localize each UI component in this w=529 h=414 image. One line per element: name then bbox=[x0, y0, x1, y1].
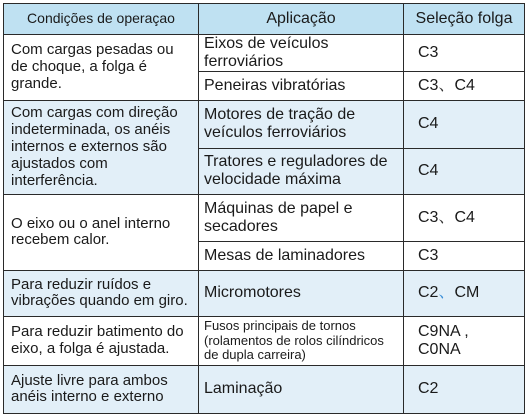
clearance-value: C4 bbox=[454, 76, 475, 94]
table-row bbox=[4, 270, 525, 316]
application-cell: Tratores e reguladores de velocidade máxima bbox=[199, 148, 404, 194]
clearance-selection-table bbox=[3, 3, 525, 414]
table-row bbox=[4, 100, 525, 148]
clearance-separator: 、 bbox=[438, 76, 455, 94]
header-application: Aplicação bbox=[199, 4, 404, 35]
header-conditions: Condições de operaçao bbox=[4, 4, 199, 35]
application-cell: Eixos de veículos ferroviários bbox=[199, 35, 404, 72]
clearance-cell: C3 bbox=[404, 35, 525, 72]
application-cell: Micromotores bbox=[199, 270, 404, 316]
clearance-cell: C4 bbox=[404, 100, 525, 148]
clearance-separator: 、 bbox=[438, 208, 455, 226]
clearance-separator: 、 bbox=[438, 284, 455, 302]
clearance-value: C3 bbox=[418, 208, 439, 226]
clearance-cell: C2 bbox=[404, 365, 525, 413]
header-row bbox=[4, 4, 525, 35]
clearance-cell: C3 bbox=[404, 241, 525, 270]
application-cell: Laminação bbox=[199, 365, 404, 413]
table-row bbox=[4, 365, 525, 413]
clearance-value: C2 bbox=[418, 284, 439, 302]
application-cell: Motores de tração de veículos ferroviários bbox=[199, 100, 404, 148]
header-clearance: Seleção folga bbox=[404, 4, 525, 35]
table-row bbox=[4, 316, 525, 365]
clearance-cell bbox=[404, 316, 525, 365]
clearance-cell bbox=[404, 270, 525, 316]
clearance-value: C3 bbox=[418, 76, 439, 94]
condition-cell: Para reduzir ruídos e vibrações quando em giro. bbox=[4, 270, 199, 316]
clearance-value: CM bbox=[454, 284, 480, 302]
clearance-value: C0NA bbox=[418, 340, 461, 358]
table-row bbox=[4, 194, 525, 241]
clearance-cell: C4 bbox=[404, 148, 525, 194]
application-cell: Mesas de laminadores bbox=[199, 241, 404, 270]
application-cell: Máquinas de papel e secadores bbox=[199, 194, 404, 241]
condition-cell: O eixo ou o anel interno recebem calor. bbox=[4, 194, 199, 270]
condition-cell: Ajuste livre para ambos anéis interno e externo bbox=[4, 365, 199, 413]
condition-cell: Para reduzir batimento do eixo, a folga é ajustada. bbox=[4, 316, 199, 365]
condition-cell: Com cargas com direção indeterminada, os anéis internos e externos são ajustados com interferência. bbox=[4, 100, 199, 194]
table-row bbox=[4, 35, 525, 72]
condition-cell: Com cargas pesadas ou de choque, a folga é grande. bbox=[4, 35, 199, 101]
clearance-value: C9NA , bbox=[418, 322, 469, 340]
clearance-cell bbox=[404, 194, 525, 241]
clearance-cell bbox=[404, 71, 525, 100]
clearance-value: C4 bbox=[454, 208, 475, 226]
application-cell: Peneiras vibratórias bbox=[199, 71, 404, 100]
application-cell: Fusos principais de tornos (rolamentos de rolos cilíndricos de dupla carreira) bbox=[199, 316, 404, 365]
